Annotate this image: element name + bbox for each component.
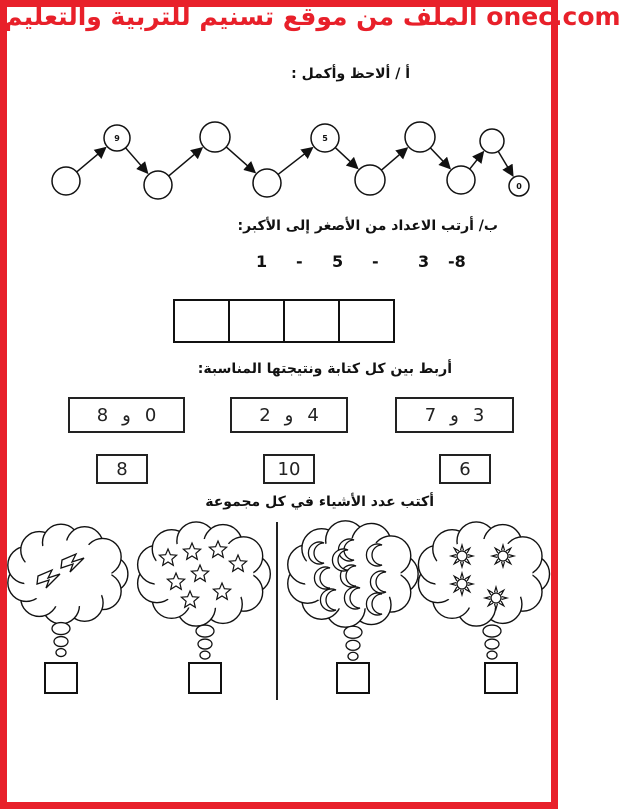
chain-arrow — [278, 148, 312, 175]
count-answer-box[interactable] — [188, 662, 222, 694]
chain-value: 9 — [114, 134, 120, 143]
result-box[interactable]: 6 — [439, 454, 491, 484]
order-number: 5 — [332, 252, 344, 271]
expression-right: 4 — [307, 404, 319, 426]
expression-conj: و — [122, 404, 131, 426]
expression-box[interactable] — [68, 397, 185, 433]
number-chain — [52, 122, 529, 199]
chain-arrow — [381, 148, 407, 170]
chain-arrow — [169, 148, 202, 176]
chain-arrow — [470, 152, 484, 169]
chain-value: 5 — [322, 134, 328, 143]
count-answer-box[interactable] — [44, 662, 78, 694]
chain-arrow — [498, 151, 513, 175]
count-answer-box[interactable] — [336, 662, 370, 694]
order-separator: - — [296, 252, 303, 271]
thought-cloud — [138, 522, 271, 659]
expression-left: 8 — [96, 404, 109, 426]
order-answer-box[interactable] — [338, 299, 395, 343]
expression-conj: و — [450, 404, 459, 426]
group-divider — [276, 522, 278, 700]
order-number: 3 — [418, 252, 430, 271]
chain-circle[interactable] — [200, 122, 230, 152]
order-answer-box[interactable] — [173, 299, 230, 343]
chain-arrow — [126, 148, 148, 173]
chain-circle[interactable] — [144, 171, 172, 199]
thought-cloud — [288, 521, 418, 661]
numbers-to-order — [240, 252, 490, 276]
chain-arrow — [226, 147, 255, 172]
section-c-heading: أربط بين كل كتابة ونتيجتها المناسبة: — [197, 361, 452, 377]
order-answer-box[interactable] — [283, 299, 340, 343]
chain-circle[interactable] — [253, 169, 281, 197]
order-separator: - — [372, 252, 379, 271]
result-box[interactable]: 8 — [96, 454, 148, 484]
order-answer-boxes — [173, 299, 395, 343]
chain-circle[interactable] — [355, 165, 385, 195]
order-number: -8 — [448, 252, 466, 271]
section-b-heading: ب/ أرتب الاعداد من الأصغر إلى الأكبر: — [237, 218, 498, 234]
expression-left: 7 — [424, 404, 437, 426]
expression-left: 2 — [259, 404, 271, 426]
thought-cloud — [418, 522, 549, 659]
chain-arrow — [335, 148, 357, 169]
chain-arrow — [430, 148, 450, 169]
chain-arrow — [77, 148, 106, 172]
count-answer-box[interactable] — [484, 662, 518, 694]
order-number: 1 — [256, 252, 268, 271]
chain-circle[interactable] — [405, 122, 435, 152]
section-d-heading: أكتب عدد الأشياء في كل مجموعة — [205, 494, 434, 510]
section-a-heading: أ / ألاحظ وأكمل : — [291, 66, 410, 82]
chain-circle[interactable] — [447, 166, 475, 194]
expression-box[interactable] — [395, 397, 514, 433]
chain-circle[interactable] — [52, 167, 80, 195]
chain-circle[interactable] — [480, 129, 504, 153]
expression-box[interactable] — [230, 397, 348, 433]
watermark-text: الملف من موقع تسنيم للتربية والتعليم onec.com — [4, 2, 621, 31]
thought-cloud — [8, 524, 128, 656]
chain-value: 0 — [516, 182, 522, 191]
expression-right: 3 — [472, 404, 485, 426]
expression-conj: و — [284, 404, 294, 426]
result-box[interactable]: 10 — [263, 454, 315, 484]
cloud-groups — [8, 521, 550, 661]
expression-right: 0 — [144, 404, 157, 426]
order-answer-box[interactable] — [228, 299, 285, 343]
